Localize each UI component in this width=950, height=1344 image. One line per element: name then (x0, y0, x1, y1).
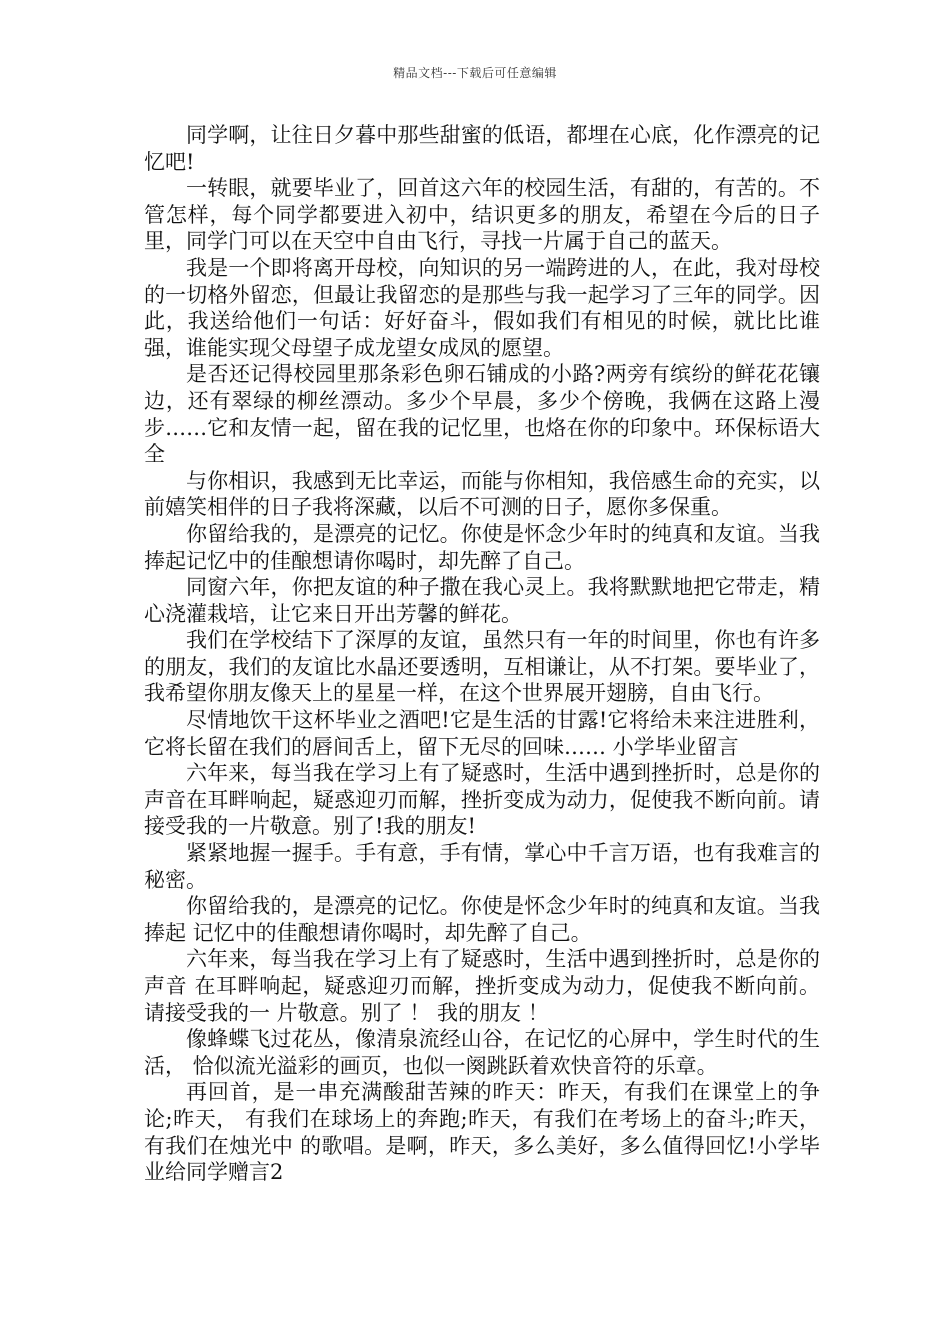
paragraph: 你留给我的，是漂亮的记忆。你使是怀念少年时的纯真和友谊。当我捧起 记忆中的佳酿想请你喝时，却先醉了自己。 (144, 894, 820, 945)
paragraph: 像蜂蝶飞过花丛，像清泉流经山谷，在记忆的心屏中，学生时代的生活， 恰似流光溢彩的画页，也似一阕跳跃着欢快音符的乐章。 (144, 1027, 820, 1078)
paragraph: 是否还记得校园里那条彩色卵石铺成的小路?两旁有缤纷的鲜花花镶边，还有翠绿的柳丝漂动。多少个早晨，多少个傍晚，我俩在这路上漫步……它和友情一起，留在我的记忆里，也烙在你的印象中。环保标语大全 (144, 362, 820, 467)
paragraph: 一转眼，就要毕业了，回首这六年的校园生活，有甜的，有苦的。不管怎样，每个同学都要进入初中，结识更多的朋友，希望在今后的日子里，同学门可以在天空中自由飞行，寻找一片属于自己的蓝天。 (144, 176, 820, 254)
paragraph: 六年来，每当我在学习上有了疑惑时，生活中遇到挫折时，总是你的声音 在耳畔响起，疑惑迎刃而解，挫折变成为动力，促使我不断向前。请接受我的一 片敬意。别了 ！ 我的朋友 ！ (144, 947, 820, 1025)
paragraph: 我是一个即将离开母校，向知识的另一端跨进的人，在此，我对母校的一切格外留恋，但最让我留恋的是那些与我一起学习了三年的同学。因此，我送给他们一句话：好好奋斗，假如我们有相见的时候，就比比谁强，谁能实现父母望子成龙望女成凤的愿望。 (144, 255, 820, 360)
paragraph: 我们在学校结下了深厚的友谊，虽然只有一年的时间里，你也有许多的朋友，我们的友谊比水晶还要透明，互相谦让，从不打架。要毕业了，我希望你朋友像天上的星星一样，在这个世界展开翅膀，自由飞行。 (144, 628, 820, 706)
document-body (144, 122, 820, 1186)
paragraph: 同窗六年，你把友谊的种子撒在我心灵上。我将默默地把它带走，精心浇灌栽培，让它来日开出芳馨的鲜花。 (144, 575, 820, 626)
paragraph: 与你相识，我感到无比幸运，而能与你相知，我倍感生命的充实，以前嬉笑相伴的日子我将深藏，以后不可测的日子，愿你多保重。 (144, 468, 820, 520)
paragraph: 再回首，是一串充满酸甜苦辣的昨天：昨天，有我们在课堂上的争论;昨天， 有我们在球场上的奔跑;昨天，有我们在考场上的奋斗;昨天，有我们在烛光中 的歌唱。是啊，昨天，多么美好，多么值得回忆!小学毕业给同学赠言2 (144, 1080, 820, 1185)
paragraph: 紧紧地握一握手。手有意，手有情，掌心中千言万语，也有我难言的秘密。 (144, 841, 820, 892)
paragraph: 你留给我的，是漂亮的记忆。你使是怀念少年时的纯真和友谊。当我捧起记忆中的佳酿想请你喝时，却先醉了自己。 (144, 521, 820, 573)
paragraph: 六年来，每当我在学习上有了疑惑时，生活中遇到挫折时，总是你的声音在耳畔响起，疑惑迎刃而解，挫折变成为动力，促使我不断向前。请接受我的一片敬意。别了!我的朋友! (144, 761, 820, 839)
page-header: 精品文档---下载后可任意编辑 (393, 66, 557, 80)
paragraph: 尽情地饮干这杯毕业之酒吧!它是生活的甘露!它将给未来注进胜利，它将长留在我们的唇间舌上，留下无尽的回味…… 小学毕业留言 (144, 708, 820, 759)
paragraph: 同学啊，让往日夕暮中那些甜蜜的低语，都埋在心底，化作漂亮的记忆吧! (144, 123, 820, 174)
